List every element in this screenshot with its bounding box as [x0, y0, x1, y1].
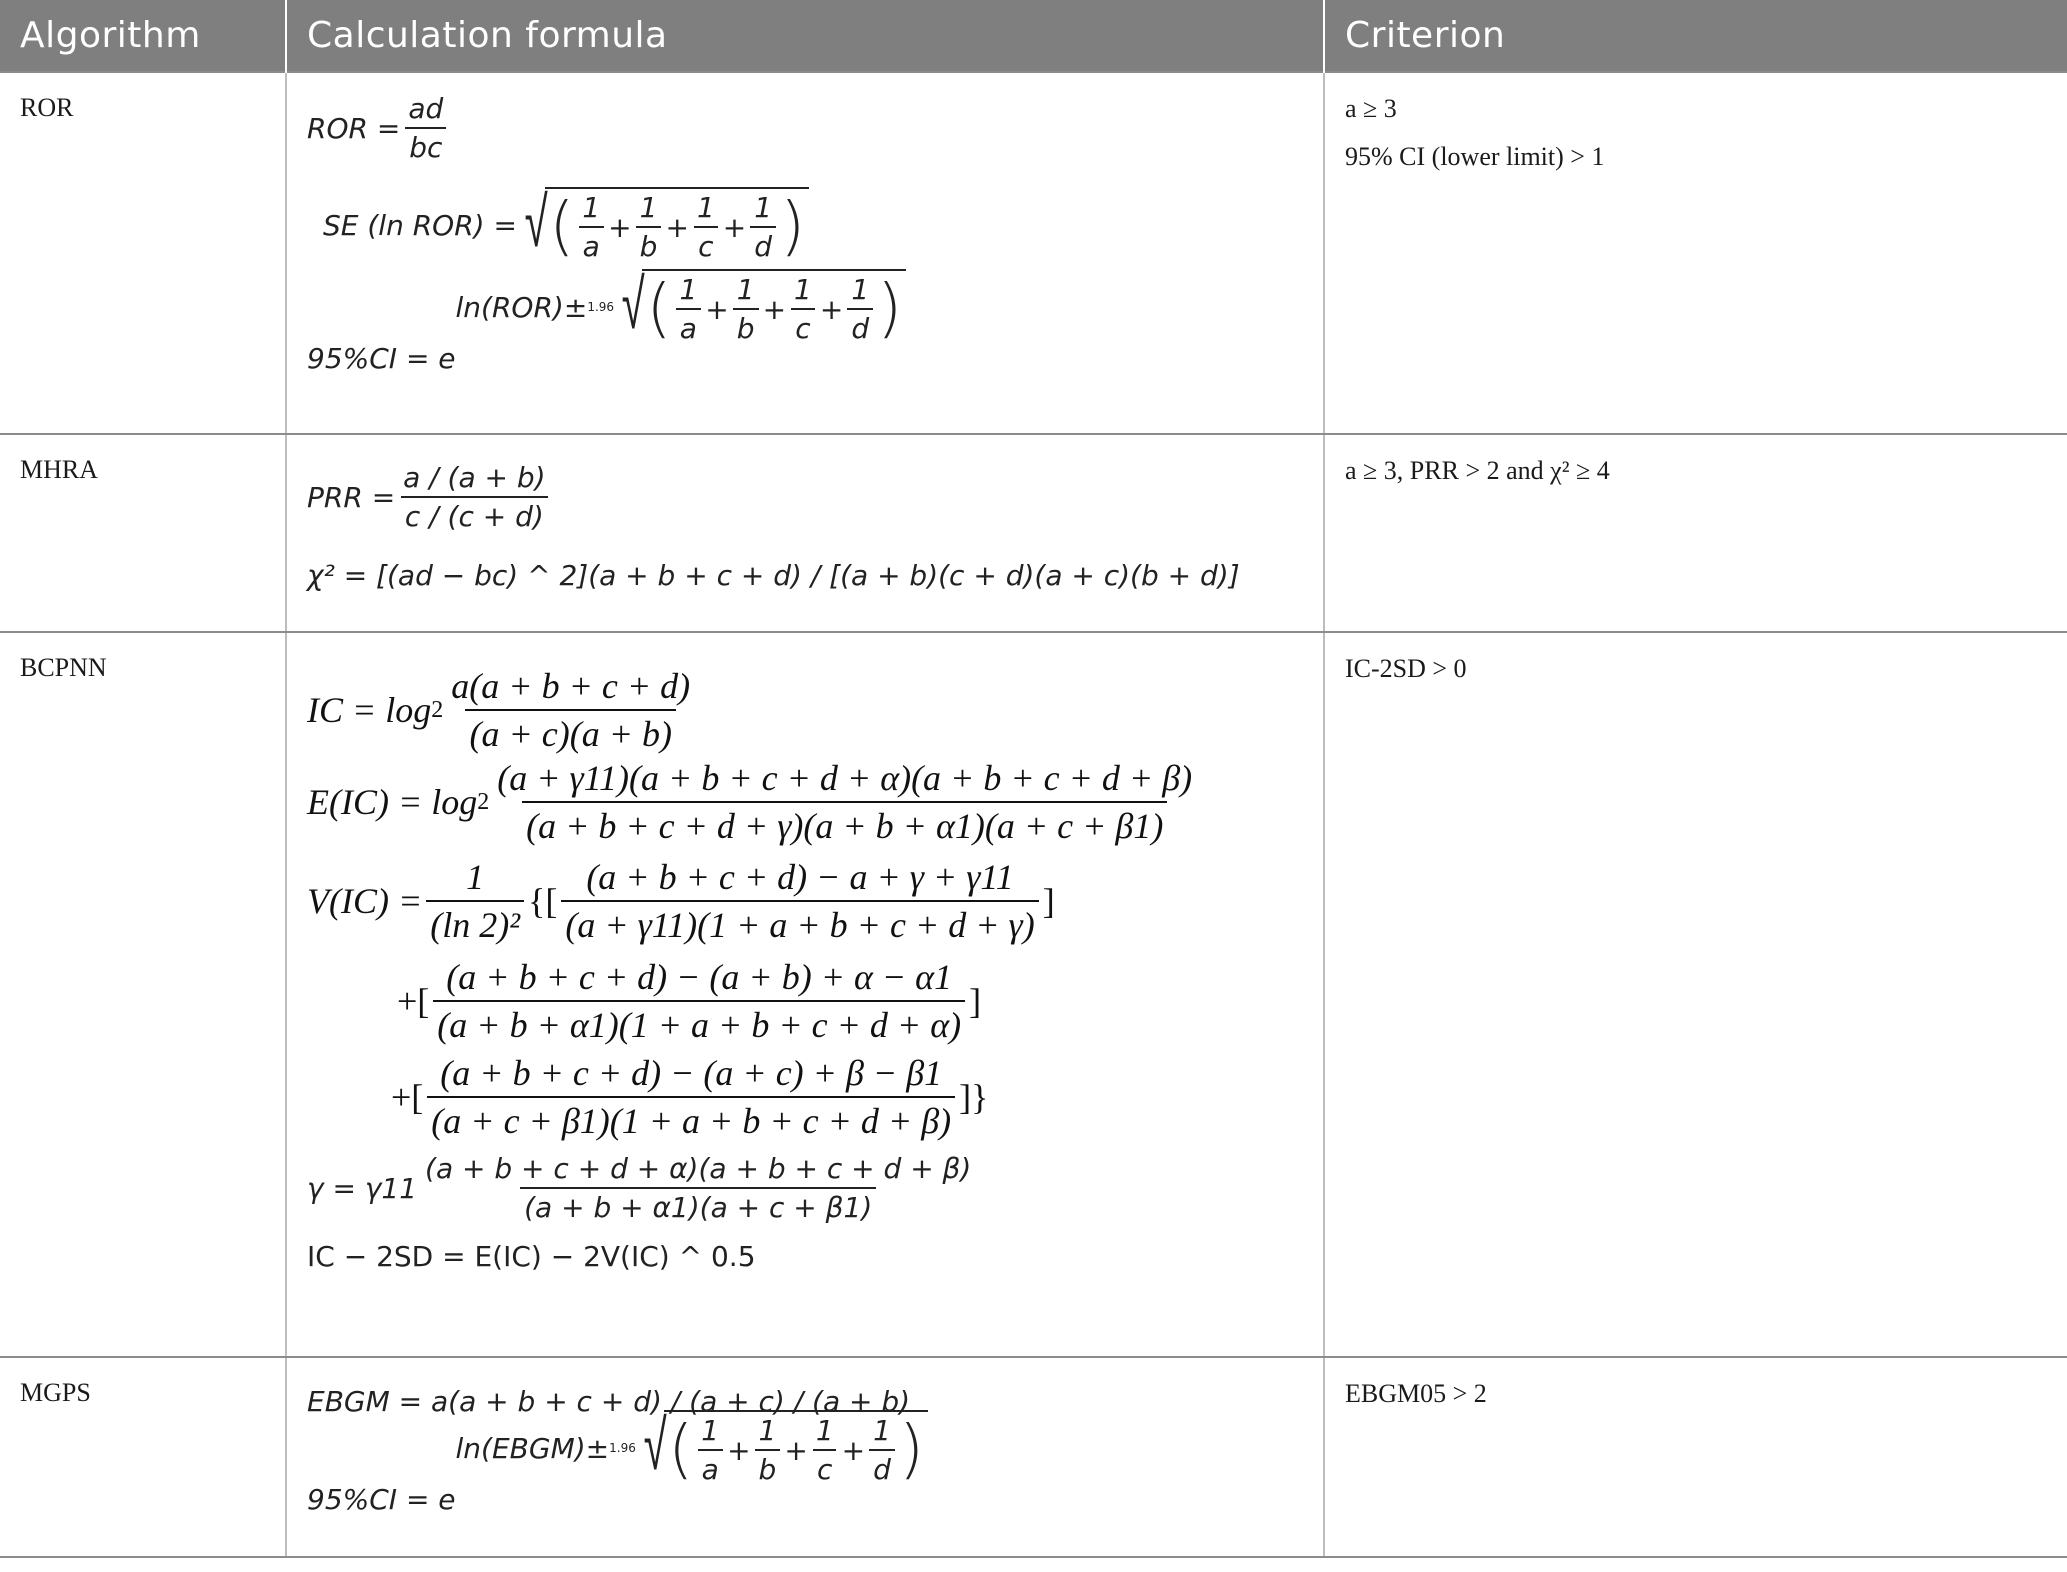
formula-cell	[286, 434, 1324, 632]
algorithm-cell: ROR	[0, 72, 286, 434]
algorithm-cell: MHRA	[0, 434, 286, 632]
criterion-cell: IC-2SD > 0	[1324, 632, 2067, 1357]
formula-cell	[286, 1357, 1324, 1557]
header-row	[0, 0, 2067, 72]
bcpnn-formula-block: IC = log 2 $\frac{a(a + b + c + d)}{(a + c)(a + b)}$ E(IC) = log 2 $\frac{(a + \gamma 11)(a + b + c + d + \alpha)(a + b + c + d + \beta)}{(a + b + c + d + \gamma)(a + b + \alpha 1)(a + c + \beta 1)}$ V(IC) = $\frac{1}{\text{(ln 2)²}}$ {[ $\frac{(a + b + c + d) - a + \gamma + \gamma 11}{(a + \gamma 11)(1 + a + b + c + d + \gamma)}$ ] +[ $\frac{(a + b + c + d) - (a + b) + \alpha - \alpha 1}{(a + b + \alpha 1)(1 + a + b + c + d + \alpha)}$ ] +[ $\frac{(a + b + c + d) - (a + c) + \beta - \beta 1}{(a + c + \beta 1)(1 + a + b + c + d + \beta)}$ ]}	[307, 666, 1193, 1141]
header-criterion: Criterion	[1324, 0, 2067, 72]
algorithm-cell: BCPNN	[0, 632, 286, 1357]
table-row-mgps	[0, 1357, 2067, 1557]
mhra-formula-block: PRR = $\frac{a / (a + b)}{c / (c + d)}$ χ² = [(ad − bc) ^ 2](a + b + c + d) / [(a + b)(c + d)(a + c)(b + d)]	[307, 461, 1240, 592]
criterion-cell: EBGM05 > 2	[1324, 1357, 2067, 1557]
formula-cell	[286, 72, 1324, 434]
criterion-cell: a ≥ 3, PRR > 2 and χ² ≥ 4	[1324, 434, 2067, 632]
table-row-bcpnn	[0, 632, 2067, 1357]
table-row-mhra	[0, 434, 2067, 632]
header-algorithm: Algorithm	[0, 0, 286, 72]
ror-formula-block: ROR = $\frac{ad}{bc}$ SE (ln ROR) = √ ( $\frac{1}{a}$ + $\frac{1}{b}$ + $\frac{1}{c}$ + $\frac{1}{d}$ ) 95%CI = e ln(ROR)± 1.96 √ ( $\frac{1}{a}$ + $\frac{1}{b}$ + $\frac{1}{c}$ + $\frac{1}{d}$ )	[307, 93, 1303, 383]
formula-cell: IC = log 2 $\frac{a(a + b + c + d)}{(a + c)(a + b)}$ E(IC) = log 2 $\frac{(a + \gamma 11)(a + b + c + d + \alpha)(a + b + c + d + \beta)}{(a + b + c + d + \gamma)(a + b + \alpha 1)(a + c + \beta 1)}$ V(IC) = $\frac{1}{\text{(ln 2)²}}$ {[ $\frac{(a + b + c + d) - a + \gamma + \gamma 11}{(a + \gamma 11)(1 + a + b + c + d + \gamma)}$ ] +[ $\frac{(a + b + c + d) - (a + b) + \alpha - \alpha 1}{(a + b + \alpha 1)(1 + a + b + c + d + \alpha)}$ ] +[ $\frac{(a + b + c + d) - (a + c) + \beta - \beta 1}{(a + c + \beta 1)(1 + a + b + c + d + \beta)}$ ]} γ = γ11 $\frac{(a + b + c + d + \alpha)(a + b + c + d + \beta)}{(a + b + \alpha 1)(a + c + \beta 1)}$ IC − 2SD = E(IC) − 2V(IC) ^ 0.5	[286, 632, 1324, 1357]
header-formula: Calculation formula	[286, 0, 1324, 72]
table-row-ror	[0, 72, 2067, 434]
mgps-formula-block: EBGM = a(a + b + c + d) / (a + c) / (a + b) 95%CI = e ln(EBGM)± 1.96 √ ( $\frac{1}{a}$ + $\frac{1}{b}$ + $\frac{1}{c}$ + $\frac{1}{d}$ )	[307, 1378, 1303, 1524]
criterion-cell: a ≥ 3 95% CI (lower limit) > 1	[1324, 72, 2067, 434]
algorithm-cell: MGPS	[0, 1357, 286, 1557]
